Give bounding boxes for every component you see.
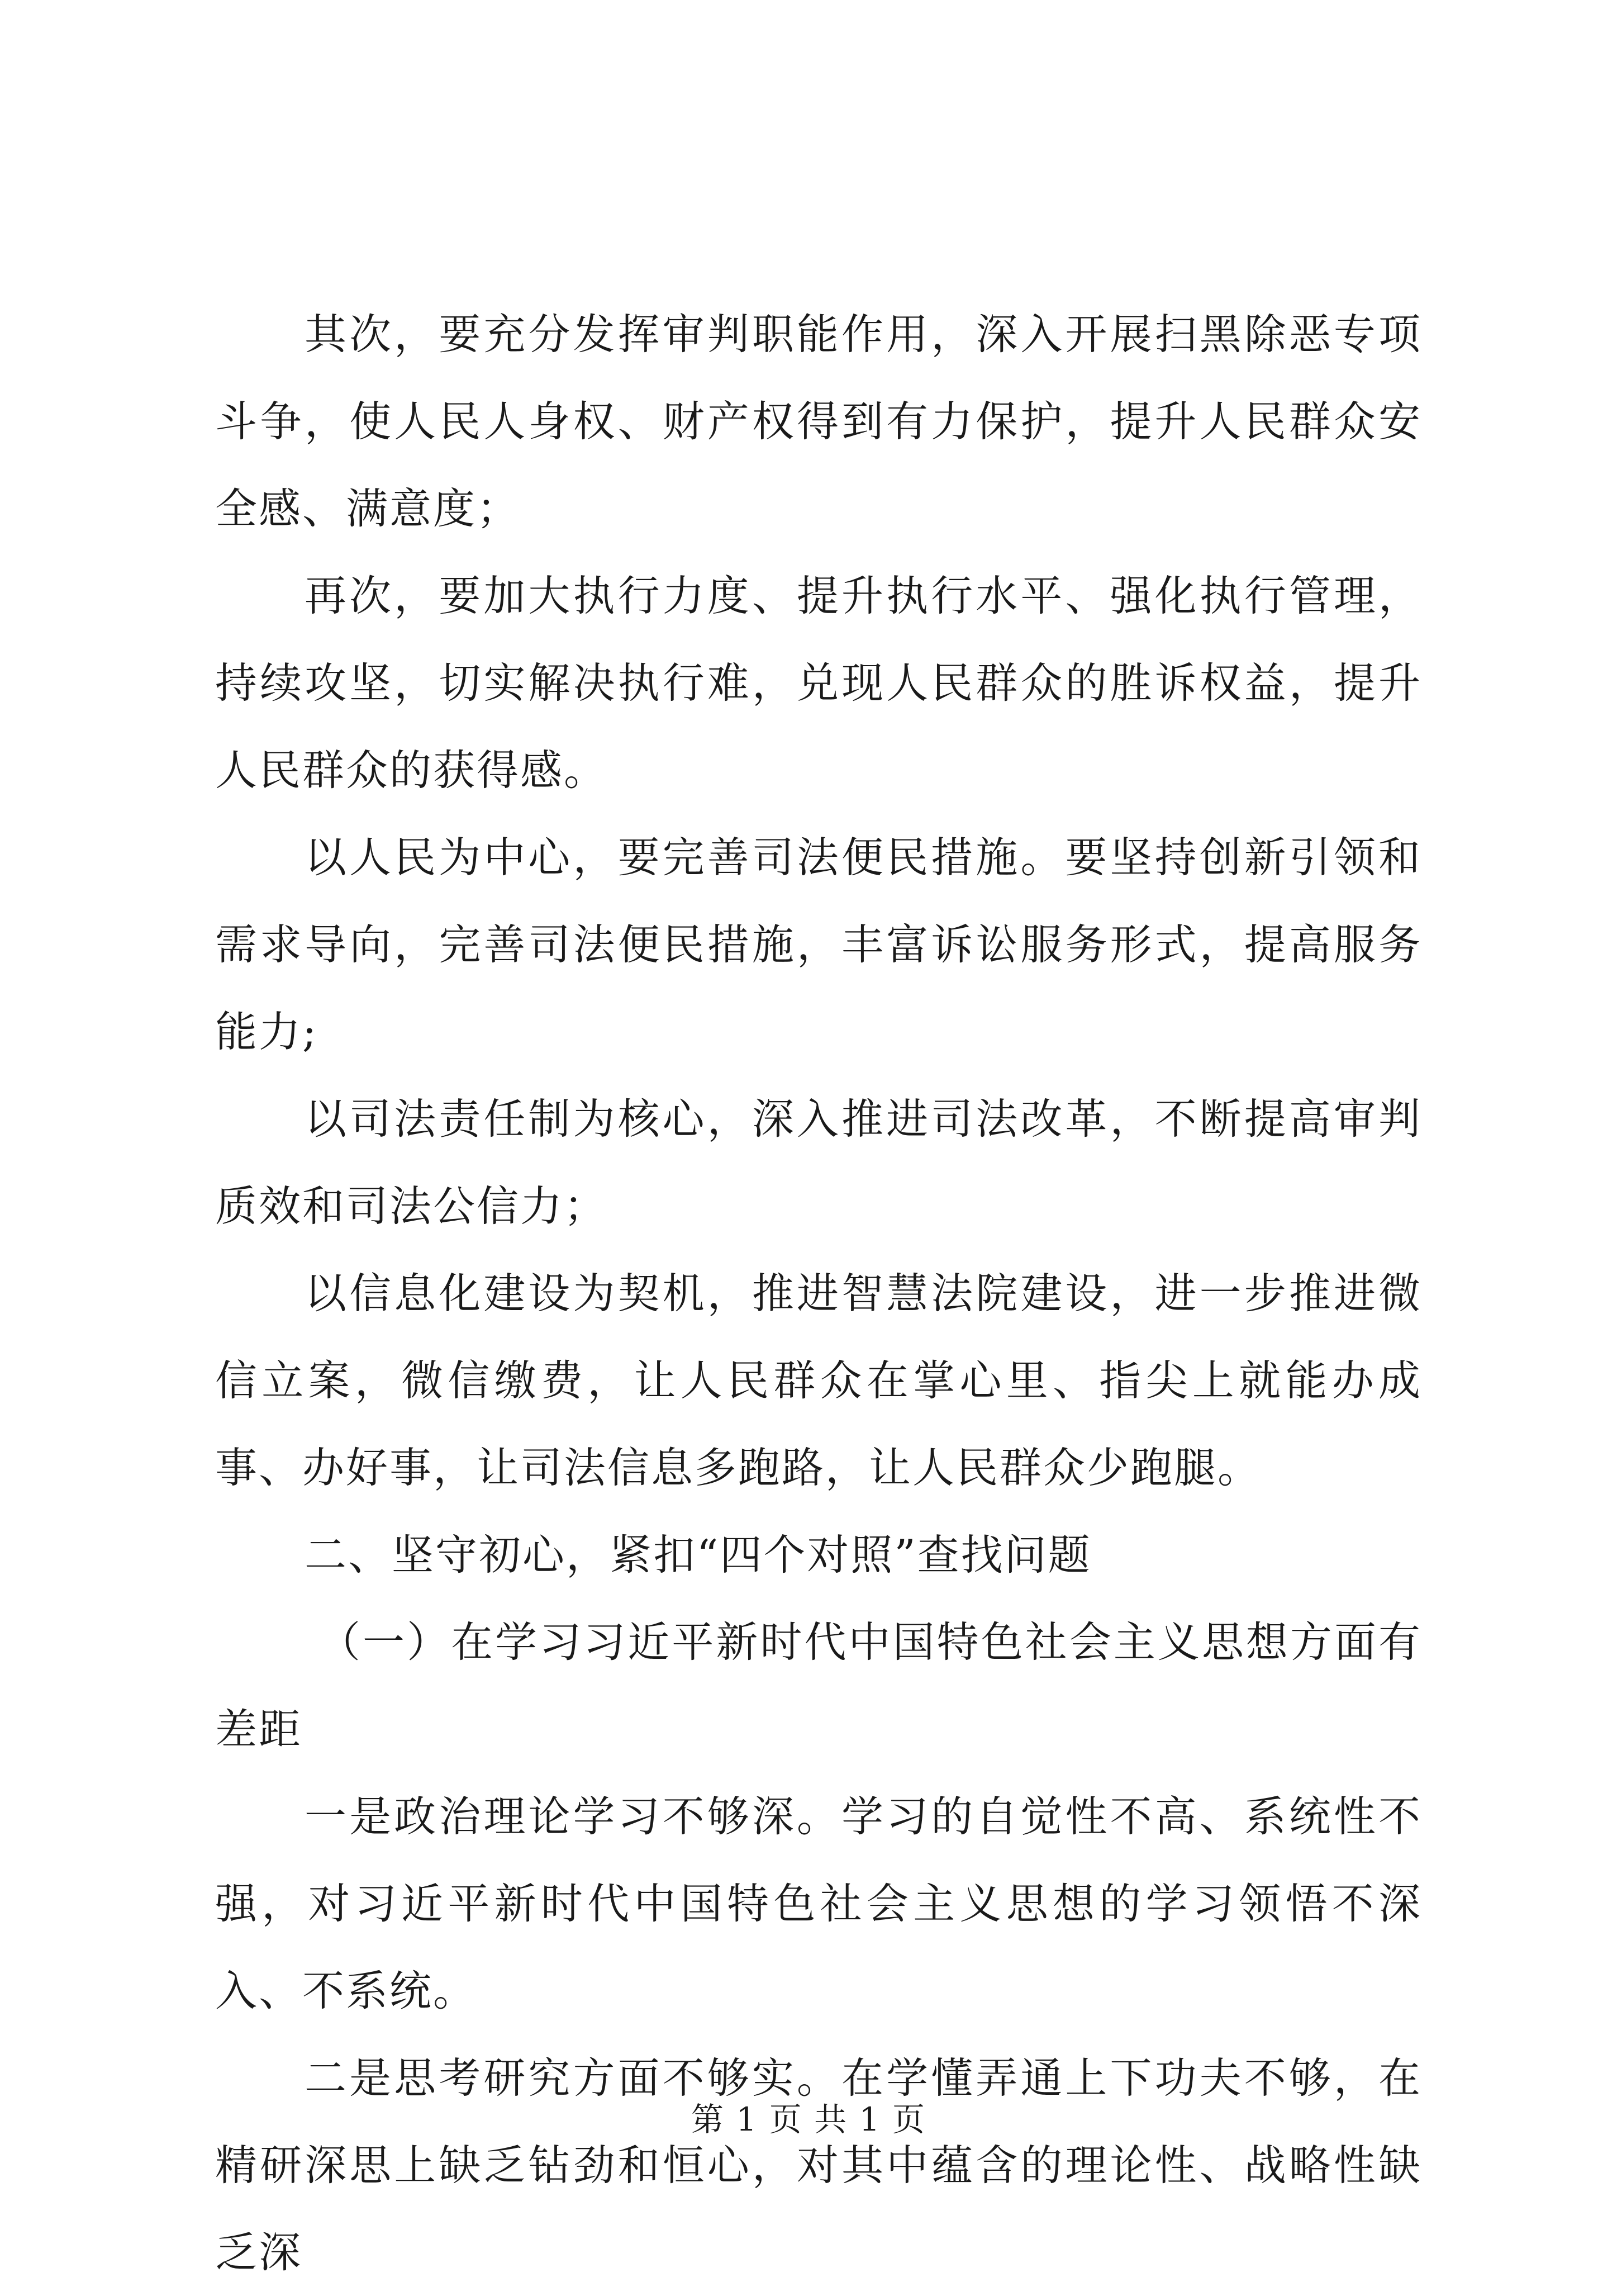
page-footer: 第 1 页 共 1 页	[691, 2100, 926, 2138]
paragraph-1: 其次，要充分发挥审判职能作用，深入开展扫黑除恶专项斗争，使人民人身权、财产权得到有力保护，提升人民群众安全感、满意度；	[215, 310, 1422, 533]
paragraph-7: 二是思考研究方面不够实。在学懂弄通上下功夫不够，在精研深思上缺乏钻劲和恒心，对其中蕴含的理论性、战略性缺乏深	[215, 2053, 1422, 2277]
paragraph-3: 以人民为中心，要完善司法便民措施。要坚持创新引领和需求导向，完善司法便民措施，丰富诉讼服务形式，提高服务能力;	[215, 833, 1422, 1056]
paragraph-2: 再次，要加大执行力度、提升执行水平、强化执行管理，持续攻坚，切实解决执行难，兑现人民群众的胜诉权益，提升人民群众的获得感。	[215, 571, 1422, 795]
subsection-heading: （一）在学习习近平新时代中国特色社会主义思想方面有差距	[215, 1617, 1422, 1754]
paragraph-5: 以信息化建设为契机，推进智慧法院建设，进一步推进微信立案，微信缴费，让人民群众在掌心里、指尖上就能办成事、办好事，让司法信息多跑路，让人民群众少跑腿。	[215, 1269, 1422, 1492]
section-heading: 二、坚守初心，紧扣“四个对照”查找问题	[305, 1530, 1092, 1579]
paragraph-6: 一是政治理论学习不够深。学习的自觉性不高、系统性不强，对习近平新时代中国特色社会主义思想的学习领悟不深入、不系统。	[215, 1792, 1422, 2015]
document-body	[215, 291, 1422, 2296]
paragraph-4: 以司法责任制为核心，深入推进司法改革，不断提高审判质效和司法公信力；	[215, 1094, 1422, 1231]
